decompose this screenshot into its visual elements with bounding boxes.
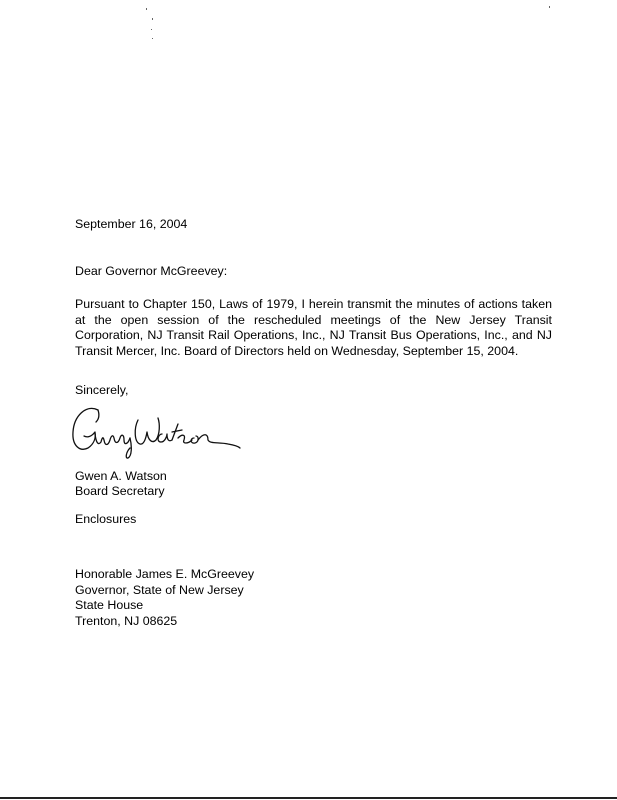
letter-body: Pursuant to Chapter 150, Laws of 1979, I herein transmit the minutes of actions taken at the open session of the rescheduled meetings of the New Jersey Transit Corporation, NJ Transit Rail Operations, Inc., NJ Transit Bus Operations, Inc., and NJ Transit Mercer, Inc. Board of Directors held on Wednesday, September 15, 2004. — [75, 297, 552, 358]
signer-name: Gwen A. Watson — [75, 469, 167, 483]
page-bottom-edge — [0, 797, 617, 799]
scan-speck — [152, 18, 153, 20]
salutation: Dear Governor McGreevey: — [75, 264, 228, 278]
signer-title: Board Secretary — [75, 484, 165, 498]
scan-speck — [151, 29, 152, 30]
handwritten-signature — [68, 398, 243, 466]
recipient-building: State House — [75, 598, 144, 612]
scan-speck — [549, 6, 550, 8]
recipient-address — [75, 567, 254, 629]
recipient-title: Governor, State of New Jersey — [75, 582, 244, 597]
enclosures-label: Enclosures — [75, 512, 137, 526]
recipient-city: Trenton, NJ 08625 — [75, 613, 178, 628]
scan-speck — [152, 38, 153, 39]
scan-speck — [146, 8, 147, 10]
closing: Sincerely, — [75, 383, 129, 397]
recipient-name: Honorable James E. McGreevey — [75, 567, 255, 581]
letter-date: September 16, 2004 — [75, 217, 188, 231]
letter — [75, 0, 555, 800]
